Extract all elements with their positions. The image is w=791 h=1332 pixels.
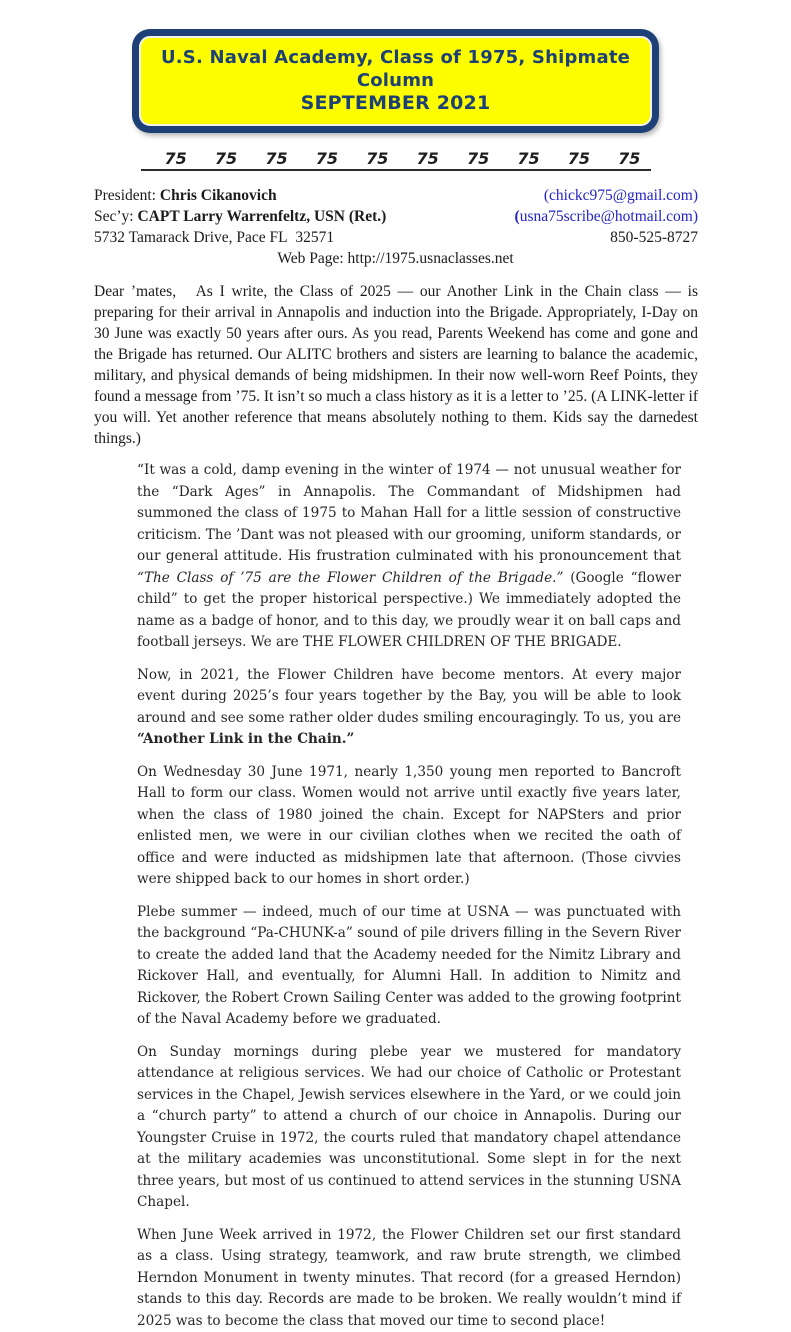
contact-left: [94, 227, 334, 248]
text-run: “Another Link in the Chain.”: [137, 731, 354, 747]
text-run: Chris Cikanovich: [160, 187, 277, 204]
banner-title: U.S. Naval Academy, Class of 1975, Shipmate Column: [145, 46, 646, 92]
contact-right: [610, 227, 698, 248]
letter-paragraph: [137, 665, 681, 751]
class-75-logo: 75: [215, 149, 237, 168]
text-run: When June Week arrived in 1972, the Flower Children set our first standard as a class. Using strategy, teamwork, and raw brute strength, we climbed Herndon Monument in twenty minutes. That record (for a greased Herndon) stands to this day. Records are made to be broken. We really wouldn’t mind if 2025 was to become the class that moved our time to second place!: [137, 1227, 681, 1329]
contact-row: [94, 206, 698, 227]
text-run: Sec’y:: [94, 208, 137, 225]
contact-row: [94, 185, 698, 206]
class-75-logo: 75: [467, 149, 489, 168]
document-page: [0, 29, 791, 1053]
class-75-logo: 75: [366, 149, 388, 168]
class-75-logo: 75: [265, 149, 287, 168]
letter-paragraph: [137, 902, 681, 1031]
web-page-line: Web Page: http://1975.usnaclasses.net: [0, 248, 791, 269]
email-link[interactable]: (: [515, 208, 520, 225]
intro-paragraph: [94, 281, 698, 449]
class-75-logo: 75: [568, 149, 590, 168]
text-run: 5732 Tamarack Drive, Pace FL 32571: [94, 229, 334, 246]
letter-paragraph: [137, 460, 681, 654]
contact-block: [94, 185, 698, 248]
masthead-banner: [132, 29, 659, 133]
letter-paragraph: [137, 1042, 681, 1214]
letter-paragraph: [137, 762, 681, 891]
text-run: “The Class of ’75 are the Flower Children of the Brigade.”: [137, 570, 563, 586]
class-75-logo-row: [141, 149, 651, 171]
email-link[interactable]: usna75scribe@hotmail.com): [520, 208, 698, 225]
letter-body: [137, 460, 681, 1332]
email-link[interactable]: (chickc975@gmail.com): [544, 187, 698, 204]
text-run: President:: [94, 187, 160, 204]
text-run: Plebe summer — indeed, much of our time at USNA — was punctuated with the background “Pa-CHUNK-a” sound of pile drivers filling in the Severn River to create the added land that the Academy needed for the Nimitz Library and Rickover Hall, and eventually, for Alumni Hall. In addition to Nimitz and Rickover, the Robert Crown Sailing Center was added to the growing footprint of the Naval Academy before we graduated.: [137, 904, 681, 1028]
contact-left: [94, 185, 277, 206]
banner-subtitle: SEPTEMBER 2021: [145, 92, 646, 115]
contact-right: [544, 185, 698, 206]
class-75-logo: 75: [417, 149, 439, 168]
text-run: On Wednesday 30 June 1971, nearly 1,350 young men reported to Bancroft Hall to form our class. Women would not arrive until exactly five years later, when the class of 1980 joined the chain. Except for NAPSters and prior enlisted men, we were in our civilian clothes when we recited the oath of office and were inducted as midshipmen late that afternoon. (Those civvies were shipped back to our homes in short order.): [137, 764, 681, 888]
text-run: On Sunday mornings during plebe year we mustered for mandatory attendance at religious services. We had our choice of Catholic or Protestant services in the Chapel, Jewish services elsewhere in the Yard, or we could join a “church party” to attend a church of our choice in Annapolis. During our Youngster Cruise in 1972, the courts ruled that mandatory chapel attendance at the military academies was unconstitutional. Some slept in for the next three years, but most of us continued to attend services in the stunning USNA Chapel.: [137, 1044, 681, 1211]
class-75-logo: 75: [618, 149, 640, 168]
text-run: CAPT Larry Warrenfeltz, USN (Ret.): [137, 208, 386, 225]
text-run: “It was a cold, damp evening in the winter of 1974 — not unusual weather for the “Dark Ages” in Annapolis. The Commandant of Midshipmen had summoned the class of 1975 to Mahan Hall for a little session of constructive criticism. The ’Dant was not pleased with our grooming, uniform standards, or our general attitude. His frustration culminated with his pronouncement that: [137, 462, 681, 564]
masthead-banner-inner: [139, 36, 652, 126]
contact-row: [94, 227, 698, 248]
contact-right: [515, 206, 698, 227]
class-75-logo: 75: [517, 149, 539, 168]
text-run: 850-525-8727: [610, 229, 698, 246]
class-75-logo: 75: [316, 149, 338, 168]
text-run: (Google “flower child” to get the proper historical perspective.) We immediately adopted the name as a badge of honor, and to this day, we proudly wear it on ball caps and football jerseys. We are THE FLOWER CHILDREN OF THE BRIGADE.: [137, 570, 681, 651]
contact-left: [94, 206, 386, 227]
text-run: Dear ’mates, As I write, the Class of 2025 — our Another Link in the Chain class — is preparing for their arrival in Annapolis and induction into the Brigade. Appropriately, I-Day on 30 June was exactly 50 years after ours. As you read, Parents Weekend has come and gone and the Brigade has returned. Our ALITC brothers and sisters are learning to balance the academic, military, and physical demands of being midshipmen. In their now well-worn Reef Points, they found a message from ’75. It isn’t so much a class history as it is a letter to ’25. (A LINK-letter if you will. Yet another reference that means absolutely nothing to them. Kids say the darnedest things.): [94, 283, 698, 447]
class-75-logo: 75: [165, 149, 187, 168]
letter-paragraph: [137, 1225, 681, 1332]
text-run: Now, in 2021, the Flower Children have become mentors. At every major event during 2025’s four years together by the Bay, you will be able to look around and see some rather older dudes smiling encouragingly. To us, you are: [137, 667, 681, 726]
